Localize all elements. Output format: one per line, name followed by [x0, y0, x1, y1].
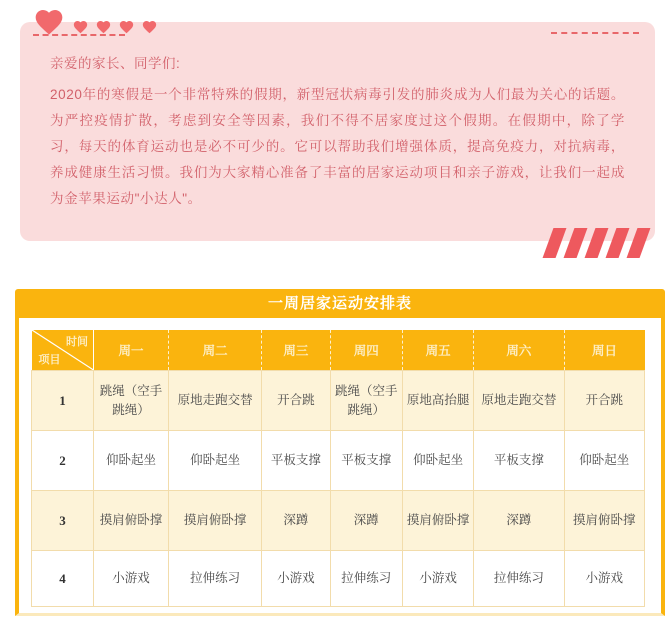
- letter-body-text: 2020年的寒假是一个非常特殊的假期，新型冠状病毒引发的肺炎成为人们最为关心的话题。为严控疫情扩散，考虑到安全等因素，我们不得不居家度过这个假期。在假期中，除了学习，每天的体育运动也是必不可少的。它可以帮助我们增强体质，提高免疫力，对抗病毒，养成健康生活习惯。我们为大家精心准备了丰富的居家运动项目和亲子游戏，让我们一起成为金苹果运动"小达人"。: [50, 87, 625, 206]
- table-row: [32, 431, 645, 491]
- corner-header-cell: [32, 330, 94, 371]
- day-header-wed: 周三: [262, 330, 330, 371]
- day-header-fri: 周五: [402, 330, 473, 371]
- exercise-cell: 开合跳: [564, 371, 645, 431]
- row-number-cell: 1: [32, 371, 94, 431]
- day-header-sat: 周六: [474, 330, 564, 371]
- table-row: [32, 491, 645, 551]
- table-row: [32, 371, 645, 431]
- slash-stripe: [606, 228, 630, 258]
- exercise-cell: 深蹲: [262, 491, 330, 551]
- schedule-body: [19, 318, 661, 613]
- exercise-cell: 摸肩俯卧撑: [94, 491, 169, 551]
- schedule-card: [15, 289, 665, 616]
- slash-stripe: [627, 228, 651, 258]
- heart-icon: [141, 19, 158, 35]
- exercise-cell: 小游戏: [402, 551, 473, 607]
- exercise-cell: 摸肩俯卧撑: [564, 491, 645, 551]
- corner-label-time: 时间: [66, 336, 89, 348]
- schedule-table: [31, 330, 645, 607]
- exercise-cell: 平板支撑: [330, 431, 402, 491]
- exercise-cell: 摸肩俯卧撑: [402, 491, 473, 551]
- day-header-mon: 周一: [94, 330, 169, 371]
- day-header-thu: 周四: [330, 330, 402, 371]
- letter-content: [20, 22, 655, 212]
- exercise-cell: 仰卧起坐: [564, 431, 645, 491]
- exercise-cell: 跳绳（空手跳绳）: [330, 371, 402, 431]
- exercise-cell: 开合跳: [262, 371, 330, 431]
- exercise-cell: 小游戏: [94, 551, 169, 607]
- slash-stripe: [543, 228, 567, 258]
- table-row: [32, 551, 645, 607]
- exercise-cell: 原地走跑交替: [474, 371, 564, 431]
- exercise-cell: 原地走跑交替: [168, 371, 261, 431]
- row-number-cell: 4: [32, 551, 94, 607]
- exercise-cell: 拉伸练习: [474, 551, 564, 607]
- heart-icon: [118, 19, 135, 35]
- exercise-cell: 跳绳（空手跳绳）: [94, 371, 169, 431]
- schedule-title: 一周居家运动安排表: [19, 289, 661, 318]
- day-header-sun: 周日: [564, 330, 645, 371]
- exercise-cell: 深蹲: [474, 491, 564, 551]
- slash-stripe: [564, 228, 588, 258]
- table-header-row: [32, 330, 645, 371]
- exercise-cell: 深蹲: [330, 491, 402, 551]
- heart-icon: [72, 19, 89, 35]
- greeting-text: 亲爱的家长、同学们:: [50, 56, 181, 71]
- row-number-cell: 2: [32, 431, 94, 491]
- exercise-cell: 拉伸练习: [168, 551, 261, 607]
- exercise-cell: 仰卧起坐: [402, 431, 473, 491]
- exercise-cell: 平板支撑: [262, 431, 330, 491]
- exercise-cell: 仰卧起坐: [168, 431, 261, 491]
- day-header-tue: 周二: [168, 330, 261, 371]
- exercise-cell: 原地高抬腿: [402, 371, 473, 431]
- slash-stripes-decoration: [548, 228, 645, 258]
- exercise-cell: 摸肩俯卧撑: [168, 491, 261, 551]
- letter-card: [20, 22, 655, 241]
- exercise-cell: 平板支撑: [474, 431, 564, 491]
- exercise-cell: 小游戏: [564, 551, 645, 607]
- dashed-line-left: [33, 34, 125, 36]
- exercise-cell: 小游戏: [262, 551, 330, 607]
- row-number-cell: 3: [32, 491, 94, 551]
- dashed-line-right: [551, 32, 639, 34]
- corner-label-item: 项目: [38, 354, 61, 366]
- exercise-cell: 仰卧起坐: [94, 431, 169, 491]
- exercise-cell: 拉伸练习: [330, 551, 402, 607]
- slash-stripe: [585, 228, 609, 258]
- heart-icon: [95, 19, 112, 35]
